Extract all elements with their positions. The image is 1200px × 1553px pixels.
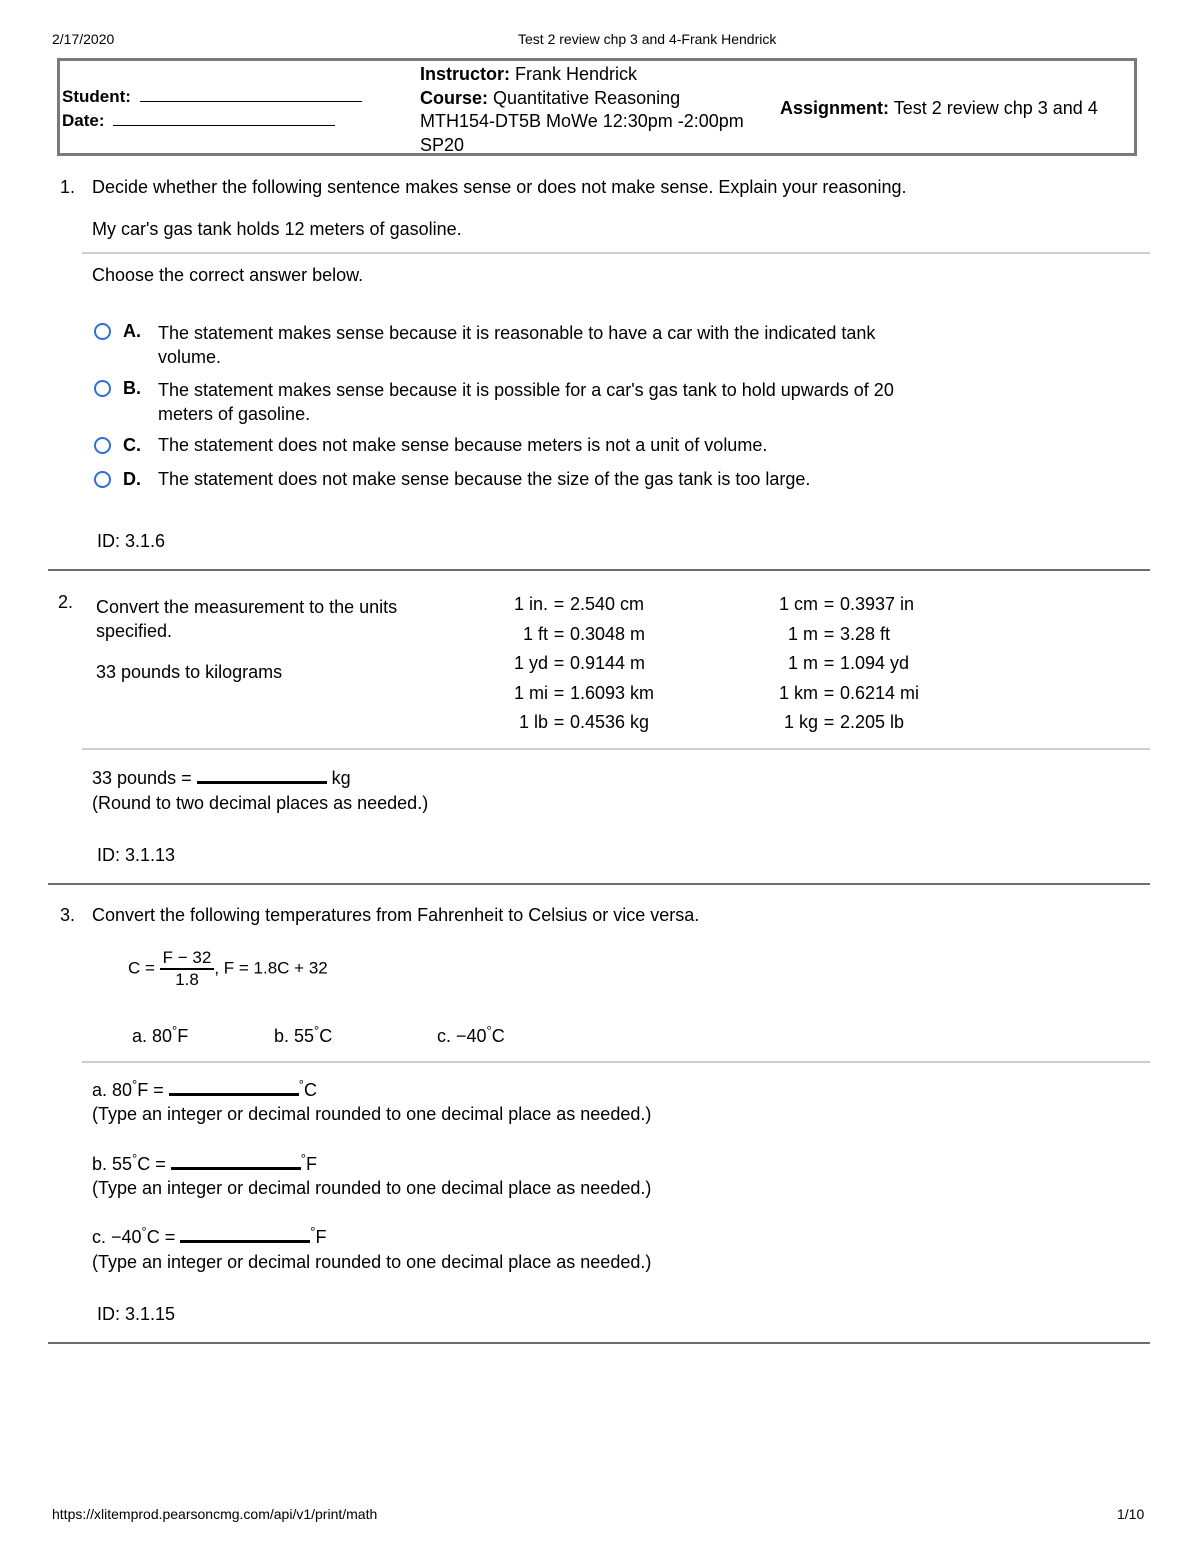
q2-id: ID: 3.1.13 [97, 845, 176, 865]
conversion-table-metric-to-us [760, 590, 919, 738]
option-a-letter: A. [123, 321, 141, 341]
table-cell: 0.3048 m [570, 623, 646, 644]
option-a-text [158, 321, 875, 369]
degree-symbol: ° [298, 1077, 304, 1092]
table-cell: 1 m [787, 623, 818, 644]
q3-part-c [437, 1023, 505, 1047]
q3-divider [82, 1061, 1150, 1063]
option-c-letter: C. [123, 435, 141, 455]
option-c-text: The statement does not make sense because meters is not a unit of volume. [158, 435, 768, 455]
part-c-value: c. −40 [437, 1026, 487, 1046]
equals-sign: = [823, 594, 835, 615]
course-term: SP20 [420, 134, 465, 155]
date-label: Date: [62, 111, 105, 130]
equals-sign: = [823, 623, 835, 644]
option-a-line1: The statement makes sense because it is reasonable to have a car with the indicated tank [158, 323, 876, 343]
formula-c: C = [128, 958, 155, 978]
ans-b-unit: F [305, 1154, 317, 1174]
course-name: Quantitative Reasoning [493, 87, 681, 108]
option-d-text: The statement does not make sense because the size of the gas tank is too large. [158, 469, 811, 489]
part-a-unit: F [177, 1026, 189, 1046]
q2-prompt-line1: Convert the measurement to the units [96, 597, 398, 617]
q2-task: 33 pounds to kilograms [96, 662, 283, 682]
table-cell: 1 km [778, 682, 818, 703]
formula-numerator: F − 32 [160, 948, 215, 970]
ans-c-unit: F [315, 1227, 327, 1247]
table-row [760, 620, 919, 650]
table-row [470, 649, 654, 679]
part-a-value: a. 80 [132, 1026, 173, 1046]
table-cell: 0.6214 mi [840, 682, 920, 703]
page-number: 1/10 [1117, 1506, 1145, 1522]
q3-answer-a-blank[interactable] [169, 1077, 299, 1096]
degree-symbol: ° [132, 1077, 138, 1092]
equals-sign: = [553, 682, 565, 703]
part-b-unit: C [319, 1026, 333, 1046]
q3-answer-b-note: (Type an integer or decimal rounded to one decimal place as needed.) [92, 1178, 652, 1198]
q2-answer-prefix: 33 pounds = [92, 768, 192, 788]
q1-prompt: Decide whether the following sentence makes sense or does not make sense. Explain your reasoning. [92, 177, 907, 197]
equals-sign: = [553, 653, 565, 674]
option-b-line1: The statement makes sense because it is possible for a car's gas tank to hold upwards of 20 [158, 380, 894, 400]
degree-symbol: ° [141, 1224, 147, 1239]
table-cell: 1 mi [513, 682, 548, 703]
degree-symbol: ° [132, 1151, 138, 1166]
radio-option-a[interactable] [94, 323, 111, 340]
q2-answer-unit: kg [331, 768, 351, 788]
radio-option-b[interactable] [94, 380, 111, 397]
table-row [470, 708, 654, 738]
table-row [760, 679, 919, 709]
q2-prompt [96, 595, 397, 643]
student-name-line [140, 87, 362, 102]
table-cell: 0.3937 in [840, 594, 915, 615]
option-b-text [158, 378, 894, 426]
degree-symbol: ° [300, 1151, 306, 1166]
table-cell: 2.205 lb [840, 712, 905, 733]
option-a-line2: volume. [158, 347, 222, 367]
assignment-label: Assignment: [780, 98, 890, 118]
ans-b-prefix: b. 55 [92, 1154, 133, 1174]
table-row [760, 590, 919, 620]
part-b-value: b. 55 [274, 1026, 315, 1046]
q3-end-divider [48, 1342, 1150, 1344]
table-cell: 1 m [787, 653, 818, 674]
conversion-table-us-to-metric [470, 590, 654, 738]
q3-part-b [274, 1023, 332, 1047]
ans-a-unit: C [303, 1080, 317, 1100]
table-cell: 1 lb [518, 712, 548, 733]
table-cell: 2.540 cm [570, 594, 645, 615]
table-cell: 1 in. [513, 594, 548, 615]
student-row [62, 87, 362, 107]
table-row [760, 649, 919, 679]
print-date: 2/17/2020 [52, 31, 115, 47]
table-cell: 1 yd [513, 653, 548, 674]
q3-part-a [132, 1023, 188, 1047]
q2-divider [82, 748, 1150, 750]
ans-a-prefix: a. 80 [92, 1080, 133, 1100]
table-row [470, 679, 654, 709]
course-section: MTH154-DT5B MoWe 12:30pm -2:00pm [420, 111, 744, 131]
course-info [420, 63, 744, 157]
date-row [62, 111, 335, 131]
degree-symbol: ° [486, 1023, 492, 1038]
equals-sign: = [823, 653, 835, 674]
part-c-unit: C [491, 1026, 505, 1046]
q3-formula [128, 948, 328, 990]
equals-sign: = [553, 623, 565, 644]
ans-c-prefix: c. −40 [92, 1227, 142, 1247]
course-label: Course: [420, 87, 489, 108]
equals-sign: = [553, 594, 565, 615]
q3-answer-a [92, 1077, 317, 1101]
q2-answer-row [92, 765, 351, 789]
footer-url: https://xlitemprod.pearsoncmg.com/api/v1/print/math [52, 1506, 378, 1522]
date-line [113, 111, 335, 126]
q3-answer-a-note: (Type an integer or decimal rounded to one decimal place as needed.) [92, 1104, 652, 1124]
q1-number: 1. [60, 177, 76, 197]
assignment-info [780, 98, 1098, 119]
q3-number: 3. [60, 905, 76, 925]
equals-sign: = [823, 682, 835, 703]
table-cell: 0.9144 m [570, 653, 646, 674]
q3-prompt: Convert the following temperatures from Fahrenheit to Celsius or vice versa. [92, 905, 700, 925]
degree-symbol: ° [314, 1023, 320, 1038]
q3-id: ID: 3.1.15 [97, 1304, 176, 1324]
equals-sign: = [553, 712, 565, 733]
student-label: Student: [62, 87, 131, 106]
q3-answer-c-note: (Type an integer or decimal rounded to one decimal place as needed.) [92, 1252, 652, 1272]
q1-end-divider [48, 569, 1150, 571]
degree-symbol: ° [310, 1224, 316, 1239]
info-box [57, 58, 1137, 156]
q1-choose: Choose the correct answer below. [92, 265, 364, 285]
q3-answer-c-blank[interactable] [180, 1224, 310, 1243]
formula-denominator: 1.8 [175, 970, 199, 989]
radio-option-d[interactable] [94, 471, 111, 488]
instructor-name: Frank Hendrick [515, 64, 638, 84]
table-cell: 3.28 ft [840, 623, 891, 644]
assignment-name: Test 2 review chp 3 and 4 [893, 98, 1098, 118]
q2-number: 2. [58, 592, 74, 612]
ans-b-mid: C = [137, 1154, 166, 1174]
table-cell: 1 cm [778, 594, 818, 615]
radio-option-c[interactable] [94, 437, 111, 454]
q1-sentence: My car's gas tank holds 12 meters of gasoline. [92, 219, 462, 239]
instructor-label: Instructor: [420, 64, 510, 84]
table-cell: 1 ft [522, 623, 548, 644]
ans-c-mid: C = [146, 1227, 176, 1247]
q2-answer-blank[interactable] [197, 765, 327, 784]
q2-end-divider [48, 883, 1150, 885]
formula-fraction [160, 948, 215, 990]
formula-f: , F = 1.8C + 32 [214, 958, 328, 978]
equals-sign: = [823, 712, 835, 733]
table-cell: 1.6093 km [570, 682, 655, 703]
page-title: Test 2 review chp 3 and 4-Frank Hendrick [518, 31, 777, 47]
table-cell: 1 kg [783, 712, 818, 733]
ans-a-mid: F = [137, 1080, 164, 1100]
option-d-letter: D. [123, 469, 141, 489]
table-row [470, 620, 654, 650]
table-cell: 1.094 yd [840, 653, 910, 674]
q3-answer-b [92, 1151, 317, 1175]
q2-answer-note: (Round to two decimal places as needed.) [92, 793, 429, 813]
q1-divider [82, 252, 1150, 254]
q3-answer-c [92, 1224, 326, 1248]
q3-answer-b-blank[interactable] [171, 1151, 301, 1170]
option-b-letter: B. [123, 378, 141, 398]
q2-prompt-line2: specified. [96, 621, 173, 641]
table-cell: 0.4536 kg [570, 712, 650, 733]
table-row [470, 590, 654, 620]
table-row [760, 708, 919, 738]
q1-id: ID: 3.1.6 [97, 531, 166, 551]
degree-symbol: ° [172, 1023, 178, 1038]
option-b-line2: meters of gasoline. [158, 404, 311, 424]
